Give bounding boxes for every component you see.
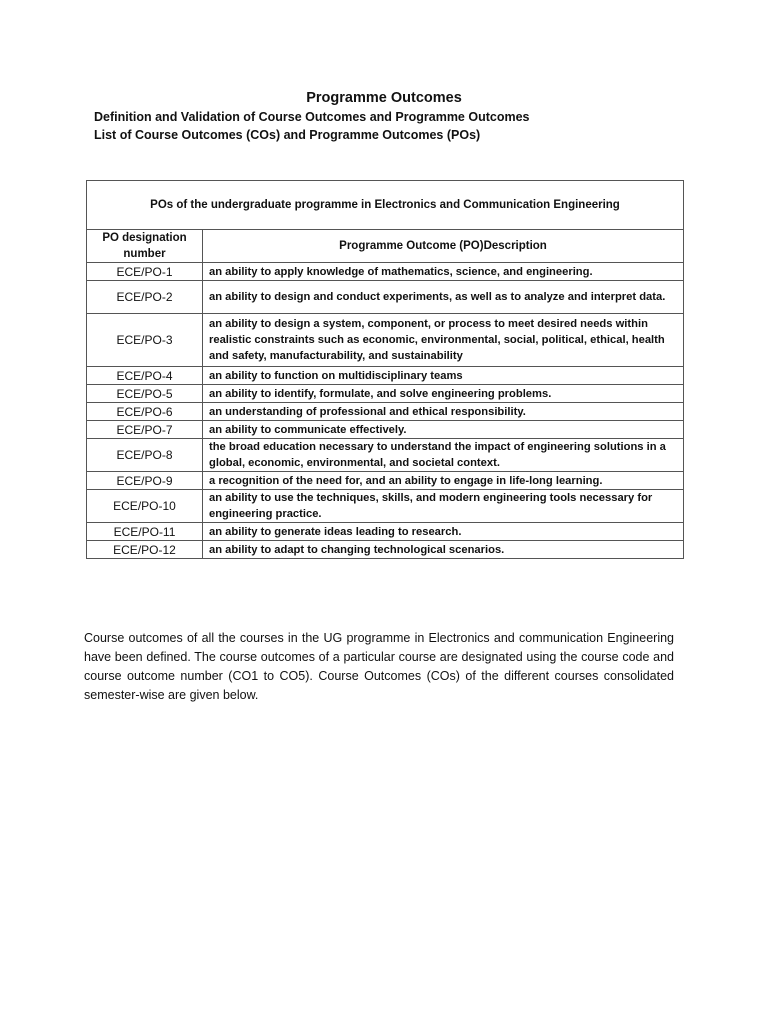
table-row xyxy=(87,385,684,403)
po-code: ECE/PO-6 xyxy=(87,403,203,421)
po-description: an ability to use the techniques, skills, and modern engineering tools necessary for engineering practice. xyxy=(203,490,684,523)
po-code: ECE/PO-10 xyxy=(87,490,203,523)
table-row xyxy=(87,314,684,367)
table-row xyxy=(87,490,684,523)
po-description: an ability to identify, formulate, and solve engineering problems. xyxy=(203,385,684,403)
table-row xyxy=(87,281,684,314)
column-header-po-designation: PO designation number xyxy=(87,230,203,263)
po-code: ECE/PO-4 xyxy=(87,367,203,385)
table-row xyxy=(87,472,684,490)
subheading-list: List of Course Outcomes (COs) and Programme Outcomes (POs) xyxy=(94,128,481,142)
table-row xyxy=(87,421,684,439)
table-row xyxy=(87,439,684,472)
po-code: ECE/PO-2 xyxy=(87,281,203,314)
po-code: ECE/PO-12 xyxy=(87,541,203,559)
page-title: Programme Outcomes xyxy=(306,90,462,106)
subheading-definition: Definition and Validation of Course Outcomes and Programme Outcomes xyxy=(94,110,530,124)
po-description: an ability to apply knowledge of mathematics, science, and engineering. xyxy=(203,263,684,281)
po-code: ECE/PO-11 xyxy=(87,523,203,541)
po-description: the broad education necessary to understand the impact of engineering solutions in a global, economic, environmental, and societal context. xyxy=(203,439,684,472)
po-code: ECE/PO-7 xyxy=(87,421,203,439)
table-row xyxy=(87,403,684,421)
po-description: an ability to function on multidisciplinary teams xyxy=(203,367,684,385)
po-code: ECE/PO-8 xyxy=(87,439,203,472)
po-code: ECE/PO-3 xyxy=(87,314,203,367)
po-description: an ability to design a system, component, or process to meet desired needs within realistic constraints such as economic, environmental, social, political, ethical, health and safety, manufacturability, and sustainability xyxy=(203,314,684,367)
po-description: an understanding of professional and ethical responsibility. xyxy=(203,403,684,421)
po-code: ECE/PO-5 xyxy=(87,385,203,403)
table-row xyxy=(87,367,684,385)
po-description: a recognition of the need for, and an ability to engage in life-long learning. xyxy=(203,472,684,490)
programme-outcomes-table xyxy=(86,180,684,559)
table-caption: POs of the undergraduate programme in Electronics and Communication Engineering xyxy=(87,181,684,230)
po-code: ECE/PO-9 xyxy=(87,472,203,490)
po-code: ECE/PO-1 xyxy=(87,263,203,281)
po-description: an ability to generate ideas leading to research. xyxy=(203,523,684,541)
po-description: an ability to communicate effectively. xyxy=(203,421,684,439)
table-row xyxy=(87,541,684,559)
course-outcomes-paragraph: Course outcomes of all the courses in the UG programme in Electronics and communication Engineering have been defined. The course outcomes of a particular course are designated using the course code and course outcome number (CO1 to CO5). Course Outcomes (COs) of the different courses consolidated semester-wise are given below. xyxy=(84,630,674,702)
column-header-po-description: Programme Outcome (PO)Description xyxy=(203,230,684,263)
po-description: an ability to design and conduct experiments, as well as to analyze and interpret data. xyxy=(203,281,684,314)
po-description: an ability to adapt to changing technological scenarios. xyxy=(203,541,684,559)
table-row xyxy=(87,523,684,541)
table-row xyxy=(87,263,684,281)
